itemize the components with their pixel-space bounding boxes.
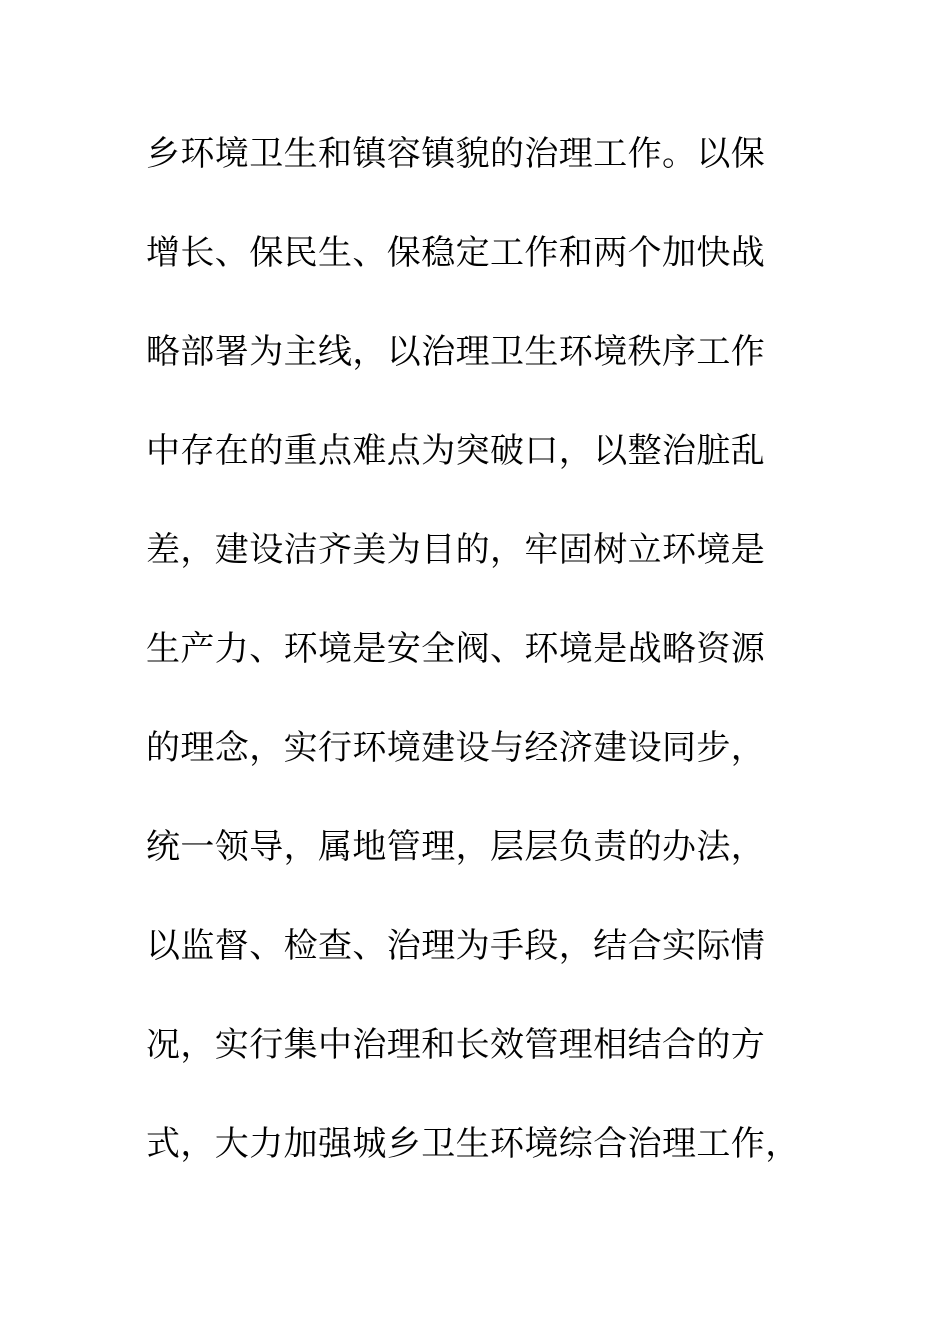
text-line: 增长、保民生、保稳定工作和两个加快战 <box>146 233 766 273</box>
text-line: 中存在的重点难点为突破口，以整治脏乱 <box>146 431 766 471</box>
text-line: 差，建设洁齐美为目的，牢固树立环境是 <box>146 530 766 570</box>
text-line: 略部署为主线，以治理卫生环境秩序工作 <box>146 332 766 372</box>
text-line: 乡环境卫生和镇容镇貌的治理工作。以保 <box>146 134 766 174</box>
text-line: 统一领导，属地管理，层层负责的办法， <box>146 827 766 867</box>
text-line: 生产力、环境是安全阀、环境是战略资源 <box>146 629 766 669</box>
text-line: 的理念，实行环境建设与经济建设同步， <box>146 728 766 768</box>
text-line: 况，实行集中治理和长效管理相结合的方 <box>146 1025 766 1065</box>
text-line: 式，大力加强城乡卫生环境综合治理工作， <box>146 1124 800 1164</box>
body-paragraph <box>146 126 806 1215</box>
text-line: 以监督、检查、治理为手段，结合实际情 <box>146 926 766 966</box>
